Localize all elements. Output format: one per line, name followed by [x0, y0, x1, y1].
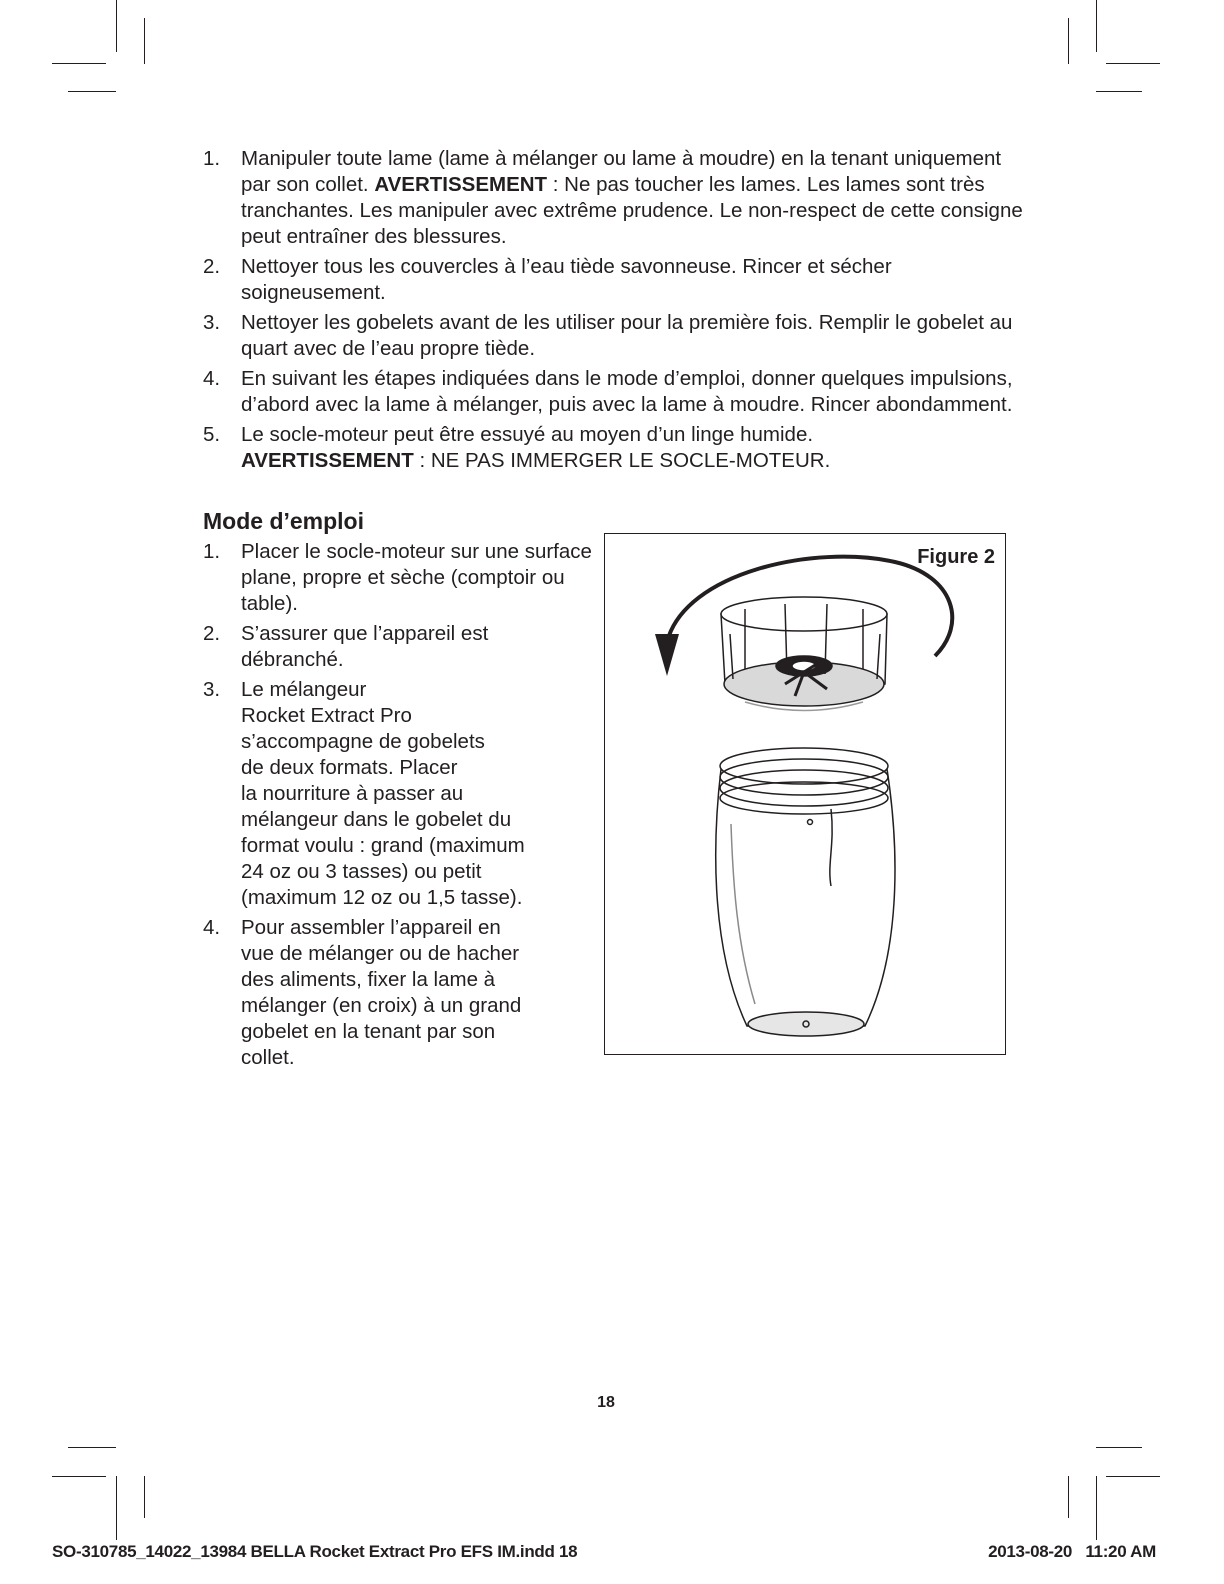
- step-text: S’assurer que l’appareil est débranché.: [241, 622, 489, 671]
- step-line: la nourriture à passer au: [241, 782, 464, 805]
- step-text: : Ne pas toucher les lames. Les lames sont très tranchantes. Les manipuler avec extrême prudence. Le non-respect de cette consigne peut entraîner des blessures.: [241, 173, 1023, 248]
- step-number: 1.: [203, 147, 221, 170]
- step-line: 24 oz ou 3 tasses) ou petit: [241, 860, 482, 883]
- crop-mark: [1096, 1447, 1142, 1448]
- warning-label: AVERTISSEMENT: [241, 449, 414, 472]
- page-number: 18: [597, 1394, 615, 1411]
- step-line: collet.: [241, 1046, 295, 1069]
- step-number: 1.: [203, 540, 221, 563]
- section-heading: Mode d’emploi: [203, 508, 364, 534]
- blade-assembly-icon: [721, 597, 887, 711]
- crop-mark: [116, 0, 117, 52]
- step-number: 4.: [203, 367, 221, 390]
- step-line: mélangeur dans le gobelet du: [241, 808, 512, 831]
- step-number: 3.: [203, 678, 221, 701]
- step-text: Placer le socle-moteur sur une surface plane, propre et sèche (comptoir ou table).: [241, 540, 592, 615]
- crop-mark: [144, 1476, 145, 1518]
- crop-mark: [68, 91, 116, 92]
- list-item: [203, 539, 593, 617]
- step-line: format voulu : grand (maximum: [241, 834, 525, 857]
- list-item: [203, 146, 1023, 250]
- list-item: [203, 677, 593, 911]
- figure-label: Figure 2: [917, 546, 995, 568]
- step-line: Rocket Extract Pro: [241, 704, 412, 727]
- step-line: mélanger (en croix) à un grand: [241, 994, 522, 1017]
- step-number: 3.: [203, 311, 221, 334]
- step-line: vue de mélanger ou de hacher: [241, 942, 520, 965]
- crop-mark: [1068, 18, 1069, 64]
- step-line: Pour assembler l’appareil en: [241, 916, 501, 939]
- crop-mark: [1096, 0, 1097, 52]
- crop-mark: [144, 18, 145, 64]
- step-text: Manipuler toute lame (lame à mélanger ou lame à moudre) en la tenant uniquement par son collet.: [241, 147, 1002, 196]
- crop-mark: [1096, 1476, 1097, 1540]
- step-text: Nettoyer tous les couvercles à l’eau tiède savonneuse. Rincer et sécher soigneusement.: [241, 255, 892, 304]
- figure-2: [604, 533, 1006, 1055]
- list-item: [203, 366, 1023, 418]
- file-slug: SO-310785_14022_13984 BELLA Rocket Extract Pro EFS IM.indd 18: [52, 1542, 578, 1561]
- date-slug: 2013-08-20 11:20 AM: [988, 1542, 1156, 1561]
- step-line: (maximum 12 oz ou 1,5 tasse).: [241, 886, 523, 909]
- step-line: s’accompagne de gobelets: [241, 730, 485, 753]
- crop-mark: [116, 1476, 117, 1540]
- warning-label: AVERTISSEMENT: [374, 173, 548, 196]
- step-number: 2.: [203, 622, 221, 645]
- list-item: [203, 422, 1023, 474]
- step-number: 5.: [203, 423, 221, 446]
- crop-mark: [52, 1476, 106, 1477]
- step-text: En suivant les étapes indiquées dans le mode d’emploi, donner quelques impulsions, d’abord avec la lame à mélanger, puis avec la lame à moudre. Rincer abondamment.: [241, 367, 1013, 416]
- list-item: [203, 915, 593, 1071]
- list-item: [203, 621, 593, 673]
- cleaning-steps: [203, 146, 1023, 478]
- step-number: 4.: [203, 916, 221, 939]
- crop-mark: [52, 63, 106, 64]
- step-text: Le socle-moteur peut être essuyé au moyen d’un linge humide.: [241, 423, 814, 446]
- step-line: gobelet en la tenant par son: [241, 1020, 496, 1043]
- step-line: Le mélangeur: [241, 678, 367, 701]
- crop-mark: [1068, 1476, 1069, 1518]
- figure-illustration: [605, 534, 1007, 1056]
- crop-mark: [1106, 63, 1160, 64]
- step-line: des aliments, fixer la lame à: [241, 968, 496, 991]
- list-item: [203, 310, 1023, 362]
- step-line: de deux formats. Placer: [241, 756, 458, 779]
- step-number: 2.: [203, 255, 221, 278]
- cup-icon: [716, 748, 895, 1036]
- crop-mark: [1096, 91, 1142, 92]
- crop-mark: [68, 1447, 116, 1448]
- list-item: [203, 254, 1023, 306]
- crop-mark: [1106, 1476, 1160, 1477]
- step-text: Nettoyer les gobelets avant de les utiliser pour la première fois. Remplir le gobelet au quart avec de l’eau propre tiède.: [241, 311, 1013, 360]
- usage-steps: [203, 539, 593, 1075]
- step-text: : NE PAS IMMERGER LE SOCLE-MOTEUR.: [413, 449, 831, 472]
